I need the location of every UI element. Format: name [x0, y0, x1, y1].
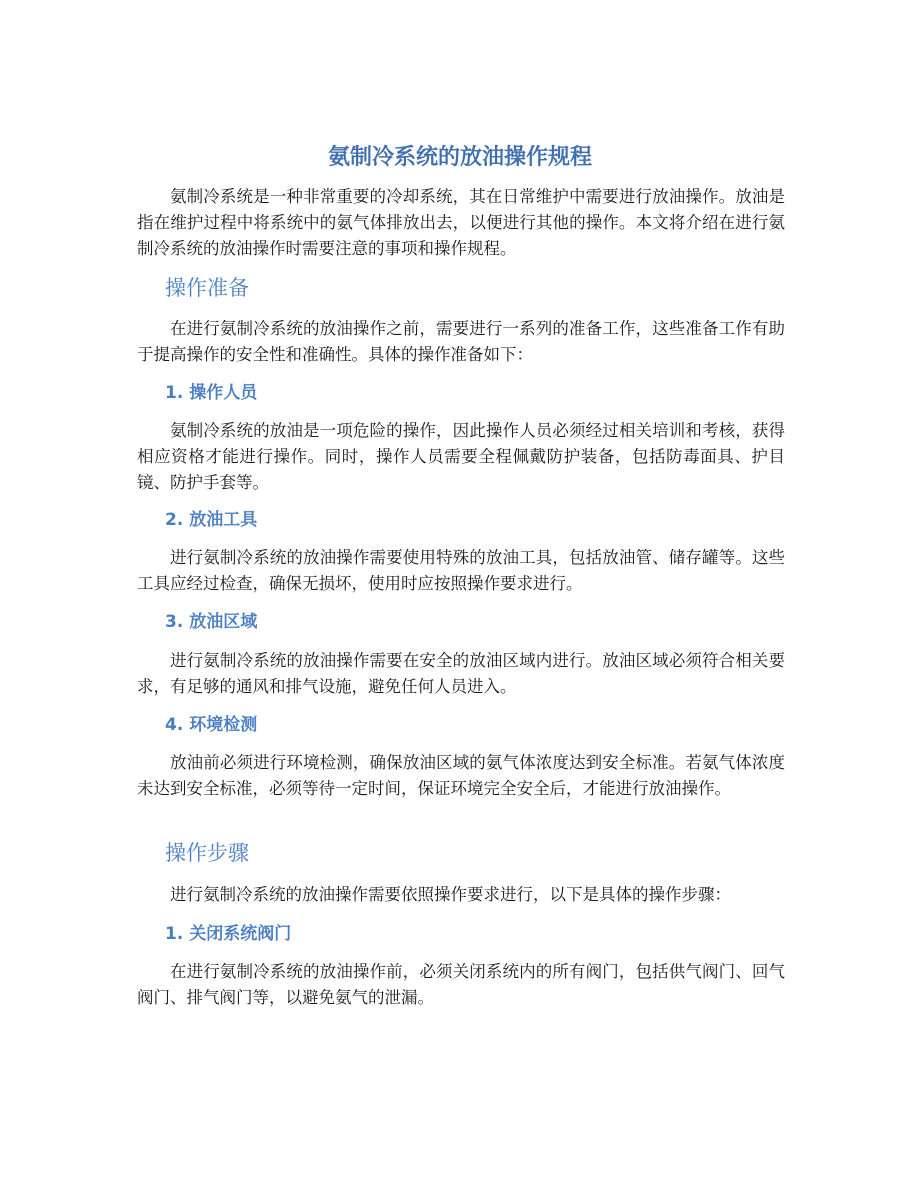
paragraph-tools: 进行氨制冷系统的放油操作需要使用特殊的放油工具，包括放油管、储存罐等。这些工具应经过检查，确保无损坏，使用时应按照操作要求进行。: [137, 548, 785, 593]
section-heading-preparation: 操作准备: [165, 276, 249, 300]
section-intro-steps: 进行氨制冷系统的放油操作需要依照操作要求进行，以下是具体的操作步骤：: [170, 885, 731, 904]
document-title: 氨制冷系统的放油操作规程: [327, 145, 592, 170]
subheading-area: 3. 放油区域: [165, 612, 258, 632]
paragraph-area: 进行氨制冷系统的放油操作需要在安全的放油区域内进行。放油区域必须符合相关要求，有足够的通风和排气设施，避免任何人员进入。: [137, 651, 785, 696]
paragraph-operators: 氨制冷系统的放油是一项危险的操作，因此操作人员必须经过相关培训和考核，获得相应资格才能进行操作。同时，操作人员需要全程佩戴防护装备，包括防毒面具、护目镜、防护手套等。: [137, 421, 785, 492]
section-heading-steps: 操作步骤: [165, 841, 249, 865]
intro-paragraph: 氨制冷系统是一种非常重要的冷却系统，其在日常维护中需要进行放油操作。放油是指在维护过程中将系统中的氨气体排放出去，以便进行其他的操作。本文将介绍在进行氨制冷系统的放油操作时需要注意的事项和操作规程。: [137, 187, 785, 258]
subheading-operators: 1. 操作人员: [165, 383, 258, 403]
section-intro-preparation: 在进行氨制冷系统的放油操作之前，需要进行一系列的准备工作，这些准备工作有助于提高操作的安全性和准确性。具体的操作准备如下：: [137, 319, 785, 364]
subheading-environment: 4. 环境检测: [165, 715, 258, 735]
subheading-tools: 2. 放油工具: [165, 510, 258, 530]
paragraph-environment: 放油前必须进行环境检测，确保放油区域的氨气体浓度达到安全标准。若氨气体浓度未达到安全标准，必须等待一定时间，保证环境完全安全后，才能进行放油操作。: [137, 753, 785, 798]
subheading-close-valves: 1. 关闭系统阀门: [165, 924, 292, 944]
paragraph-close-valves: 在进行氨制冷系统的放油操作前，必须关闭系统内的所有阀门，包括供气阀门、回气阀门、排气阀门等，以避免氨气的泄漏。: [137, 962, 785, 1007]
